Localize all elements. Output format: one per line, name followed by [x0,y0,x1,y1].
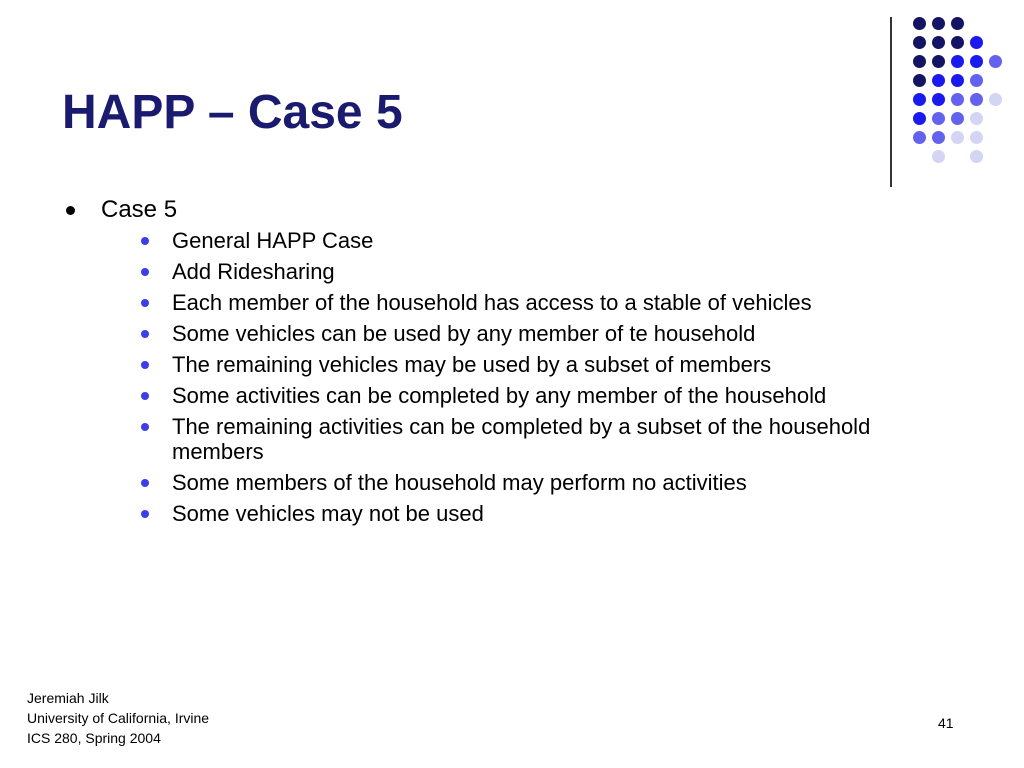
decorative-dot [970,150,983,163]
sub-bullet-text: The remaining activities can be completed by a subset of the household members [172,414,871,464]
decorative-dot [989,55,1002,68]
sub-bullet-text: Some activities can be completed by any member of the household [172,383,827,408]
decorative-dot [913,55,926,68]
bullet-dot-icon [141,392,149,400]
sub-bullet-item [138,383,892,408]
decorative-dot [932,74,945,87]
sub-bullet-item [138,352,892,377]
slide-title: HAPP – Case 5 [62,86,403,139]
bullet-dot-icon [141,299,149,307]
decorative-dot [951,131,964,144]
sub-bullet-item [138,228,892,253]
decorative-dot [951,93,964,106]
decorative-dot [913,112,926,125]
sub-bullet-item [138,259,892,284]
sub-bullet-item [138,321,892,346]
decorative-dot [970,131,983,144]
decorative-dot [951,74,964,87]
decorative-dot [951,36,964,49]
vertical-divider-line [890,17,892,187]
decorative-dot [932,17,945,30]
decorative-dot [970,74,983,87]
decorative-dot [932,36,945,49]
sub-bullet-item [138,290,892,315]
slide-body [64,194,924,532]
decorative-dot [970,93,983,106]
sub-bullet-list [138,228,924,526]
decorative-dot [970,112,983,125]
sub-bullet-text: The remaining vehicles may be used by a subset of members [172,352,772,377]
sub-bullet-item [138,470,892,495]
sub-bullet-item [138,414,892,464]
sub-bullet-item [138,501,892,526]
decorative-dot [932,93,945,106]
bullet-dot-icon [66,206,75,215]
decorative-dot [932,150,945,163]
sub-bullet-text: Each member of the household has access to a stable of vehicles [172,290,812,315]
sub-bullet-text: Some members of the household may perform no activities [172,470,747,495]
decorative-dot [951,55,964,68]
bullet-text: Case 5 [101,196,178,223]
decorative-dot [913,131,926,144]
bullet-dot-icon [141,479,149,487]
decorative-dot [913,93,926,106]
decorative-dot [951,112,964,125]
decorative-dot [989,93,1002,106]
footer-institution: University of California, Irvine [27,710,210,726]
bullet-dot-icon [141,423,149,431]
bullet-dot-icon [141,361,149,369]
decorative-dot [932,131,945,144]
bullet-dot-icon [141,268,149,276]
decorative-dot [913,74,926,87]
footer-course: ICS 280, Spring 2004 [27,730,161,746]
decorative-dot [913,36,926,49]
decorative-dot [951,17,964,30]
decorative-dot [970,36,983,49]
decorative-dot [932,55,945,68]
bullet-dot-icon [141,237,149,245]
footer-author: Jeremiah Jilk [27,690,109,706]
sub-bullet-text: Some vehicles can be used by any member of te household [172,321,756,346]
decorative-dot [970,55,983,68]
sub-bullet-text: Add Ridesharing [172,259,335,284]
bullet-dot-icon [141,510,149,518]
sub-bullet-text: Some vehicles may not be used [172,501,484,526]
decorative-dot [932,112,945,125]
slide-footer [27,688,209,748]
decorative-dot [913,17,926,30]
bullet-dot-icon [141,330,149,338]
bullet-item-level1 [64,194,924,226]
page-number: 41 [938,715,954,731]
sub-bullet-text: General HAPP Case [172,228,374,253]
